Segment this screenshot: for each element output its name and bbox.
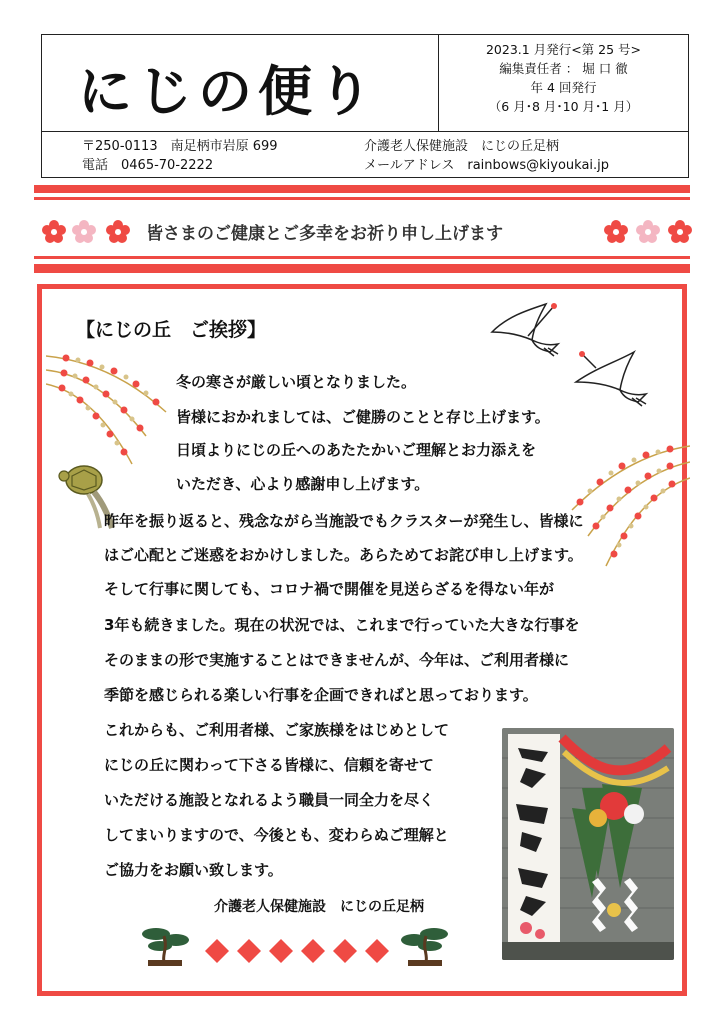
banner-text: 皆さまのご健康とご多幸をお祈り申し上げます bbox=[146, 224, 503, 244]
greeting-line: ご協力をお願い致します。 bbox=[104, 861, 283, 879]
diamond-icon bbox=[205, 939, 229, 963]
greeting-line: 季節を感じられる楽しい行事を企画できればと思っております。 bbox=[104, 686, 538, 704]
pine-bonsai-icon bbox=[400, 922, 450, 968]
greeting-line: はご心配とご迷惑をおかけしました。あらためてお詫び申し上げます。 bbox=[104, 546, 583, 564]
greeting-line: いただける施設となれるよう職員一同全力を尽く bbox=[104, 791, 435, 809]
pine-bonsai-icon bbox=[140, 922, 190, 968]
frequency: 年 4 回発行 bbox=[530, 80, 597, 95]
issue-date: 2023.1 月発行<第 25 号> bbox=[485, 42, 641, 57]
stripe-bottom-1 bbox=[34, 256, 690, 259]
stripe-top-2 bbox=[34, 197, 690, 200]
greeting-line: 冬の寒さが厳しい頃となりました。 bbox=[176, 373, 417, 391]
bead-strand-icon bbox=[46, 352, 174, 472]
plum-blossom-icon bbox=[604, 220, 628, 244]
diamond-icon bbox=[333, 939, 357, 963]
diamond-icon bbox=[237, 939, 261, 963]
plum-blossom-icon bbox=[72, 220, 96, 244]
phone: 電話 0465-70-2222 bbox=[82, 158, 214, 173]
plum-blossom-icon bbox=[106, 220, 130, 244]
new-year-decoration-photo bbox=[502, 728, 674, 960]
diamond-icon bbox=[269, 939, 293, 963]
section-heading: 【にじの丘 ご挨拶】 bbox=[76, 319, 267, 341]
address: 〒250-0113 南足柄市岩原 699 bbox=[82, 139, 278, 154]
greeting-line: 昨年を振り返ると、残念ながら当施設でもクラスターが発生し、皆様に bbox=[104, 512, 584, 530]
newsletter-title: にじの便り bbox=[78, 60, 378, 123]
email[interactable]: メールアドレス rainbows@kiyoukai.jp bbox=[364, 158, 610, 173]
stripe-bottom-2 bbox=[34, 264, 690, 273]
facility-name: 介護老人保健施設 にじの丘足柄 bbox=[364, 139, 560, 154]
header-box bbox=[41, 34, 689, 178]
greeting-line: これからも、ご利用者様、ご家族様をはじめとして bbox=[104, 721, 450, 739]
editor: 編集責任者 ： 堀 口 徹 bbox=[499, 61, 628, 76]
greeting-line: そして行事に関しても、コロナ禍で開催を見送らざるを得ない年が bbox=[104, 580, 555, 598]
crane-icon bbox=[488, 300, 568, 360]
greeting-line: してまいりますので、今後とも、変わらぬご理解と bbox=[104, 826, 449, 844]
contact-row bbox=[42, 131, 688, 177]
greeting-line: 皆様におかれましては、ご健勝のことと存じ上げます。 bbox=[176, 408, 550, 426]
stripe-top-1 bbox=[34, 185, 690, 193]
diamond-row bbox=[204, 938, 390, 964]
crane-icon bbox=[572, 346, 656, 410]
diamond-icon bbox=[365, 939, 389, 963]
greeting-line: 日頃よりにじの丘へのあたたかいご理解とお力添えを bbox=[176, 441, 537, 459]
plum-blossom-icon bbox=[668, 220, 692, 244]
plum-blossom-icon bbox=[42, 220, 66, 244]
diamond-icon bbox=[301, 939, 325, 963]
plum-blossom-icon bbox=[636, 220, 660, 244]
title-cell bbox=[42, 35, 439, 131]
greeting-line: いただき、心より感謝申し上げます。 bbox=[176, 475, 430, 493]
greeting-line: にじの丘に関わって下さる皆様に、信頼を寄せて bbox=[104, 756, 434, 774]
issue-months: （6 月･8 月･10 月･1 月） bbox=[488, 99, 639, 114]
greeting-line: 3年も続きました。現在の状況では、これまで行っていた大きな行事を bbox=[104, 616, 580, 634]
signature: 介護老人保健施設 にじの丘足柄 bbox=[214, 899, 424, 915]
greeting-line: そのままの形で実施することはできませんが、今年は、ご利用者様に bbox=[104, 651, 570, 669]
issue-info bbox=[439, 35, 688, 131]
